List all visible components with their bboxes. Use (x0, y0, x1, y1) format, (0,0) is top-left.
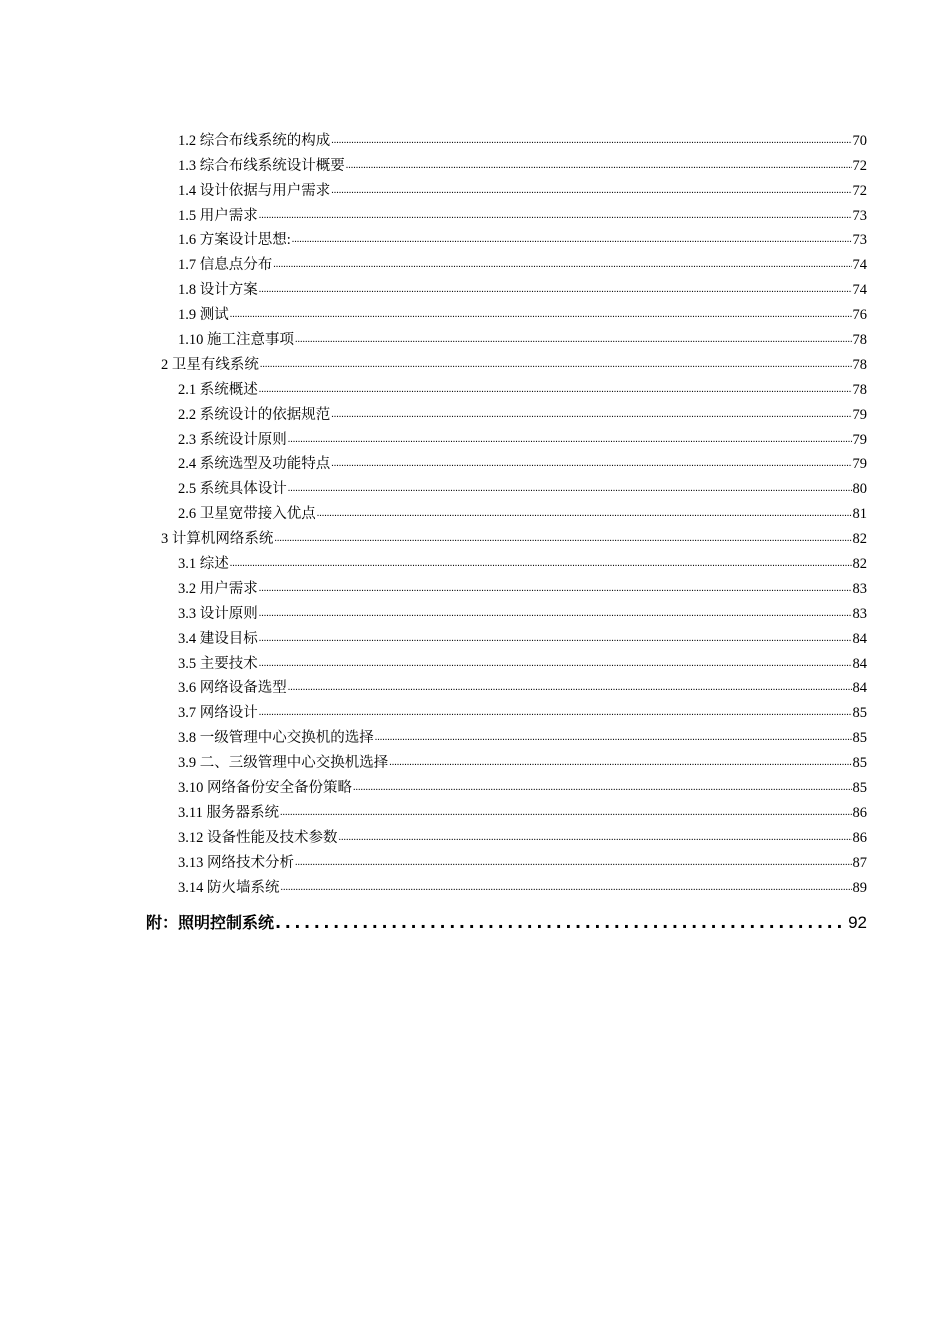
toc-entry-label: 3.1 综述 (178, 556, 229, 573)
toc-leader-dots (275, 914, 847, 932)
toc-leader-dots (260, 358, 852, 372)
toc-entry[interactable] (178, 399, 867, 424)
toc-entry-appendix[interactable] (146, 907, 867, 933)
toc-entry[interactable] (178, 225, 867, 250)
toc-entry[interactable] (161, 349, 867, 374)
toc-entry-page: 86 (852, 804, 867, 821)
toc-entry[interactable] (178, 449, 867, 474)
toc-entry-page: 85 (852, 780, 867, 797)
toc-entry-page: 84 (852, 655, 867, 672)
toc-entry-label: 3.13 网络技术分析 (178, 854, 294, 871)
toc-entry[interactable] (178, 200, 867, 225)
toc-entry[interactable] (161, 523, 867, 548)
toc-entry[interactable] (178, 747, 867, 772)
toc-entry-page: 86 (852, 829, 867, 846)
toc-entry[interactable] (178, 822, 867, 847)
toc-entry[interactable] (178, 125, 867, 150)
toc-entry[interactable] (178, 473, 867, 498)
toc-leader-dots (331, 457, 851, 471)
toc-entry[interactable] (178, 150, 867, 175)
toc-entry[interactable] (178, 573, 867, 598)
toc-entry[interactable] (178, 722, 867, 747)
toc-entry[interactable] (178, 772, 867, 797)
toc-entry-page: 92 (848, 913, 867, 932)
toc-entry-page: 84 (852, 680, 867, 697)
toc-leader-dots (346, 159, 852, 173)
toc-entry-label: 2.5 系统具体设计 (178, 481, 287, 498)
toc-leader-dots (259, 706, 852, 720)
toc-entry-page: 85 (852, 730, 867, 747)
toc-entry-page: 80 (852, 481, 867, 498)
toc-entry-page: 79 (852, 456, 867, 473)
toc-entry-page: 72 (852, 157, 867, 174)
toc-entry-label: 2.1 系统概述 (178, 381, 258, 398)
toc-entry-page: 84 (852, 630, 867, 647)
toc-leader-dots (353, 781, 852, 795)
toc-entry-label: 1.2 综合布线系统的构成 (178, 132, 331, 149)
toc-entry-page: 73 (852, 232, 867, 249)
toc-entry-label: 1.10 施工注意事项 (178, 332, 294, 349)
toc-entry-page: 87 (852, 854, 867, 871)
toc-entry-page: 85 (852, 705, 867, 722)
toc-entry-label: 3 计算机网络系统 (161, 531, 274, 548)
toc-entry[interactable] (178, 598, 867, 623)
toc-leader-dots (273, 258, 851, 272)
toc-entry-label: 1.3 综合布线系统设计概要 (178, 157, 345, 174)
toc-entry-label: 3.4 建设目标 (178, 630, 258, 647)
toc-entry-page: 78 (852, 381, 867, 398)
toc-entry[interactable] (178, 498, 867, 523)
toc-leader-dots (259, 383, 852, 397)
toc-entry-page: 83 (852, 605, 867, 622)
toc-entry-label: 2.4 系统选型及功能特点 (178, 456, 331, 473)
toc-entry-label: 3.7 网络设计 (178, 705, 258, 722)
toc-entry-page: 70 (852, 132, 867, 149)
toc-entry-page: 73 (852, 207, 867, 224)
toc-entry-label: 3.3 设计原则 (178, 605, 258, 622)
table-of-contents (0, 125, 950, 897)
toc-leader-dots (259, 283, 852, 297)
toc-entry-label: 3.6 网络设备选型 (178, 680, 287, 697)
toc-entry-label: 3.10 网络备份安全备份策略 (178, 780, 352, 797)
toc-entry-label: 3.11 服务器系统 (178, 804, 279, 821)
toc-entry-label: 3.8 一级管理中心交换机的选择 (178, 730, 374, 747)
toc-entry-label: 2.6 卫星宽带接入优点 (178, 506, 316, 523)
toc-leader-dots (292, 233, 852, 247)
toc-entry-page: 82 (852, 531, 867, 548)
toc-entry-page: 81 (852, 506, 867, 523)
toc-entry-label: 3.12 设备性能及技术参数 (178, 829, 338, 846)
toc-leader-dots (281, 881, 852, 895)
toc-leader-dots (280, 806, 852, 820)
toc-entry[interactable] (178, 847, 867, 872)
toc-leader-dots (331, 184, 851, 198)
toc-leader-dots (259, 607, 852, 621)
toc-leader-dots (288, 681, 852, 695)
toc-leader-dots (295, 333, 852, 347)
toc-leader-dots (259, 209, 852, 223)
toc-leader-dots (317, 507, 852, 521)
toc-leader-dots (331, 134, 851, 148)
toc-entry-label: 2.2 系统设计的依据规范 (178, 406, 331, 423)
toc-leader-dots (288, 433, 852, 447)
toc-entry-page: 74 (852, 282, 867, 299)
toc-entry[interactable] (178, 175, 867, 200)
toc-leader-dots (274, 532, 851, 546)
toc-entry-label: 3.2 用户需求 (178, 580, 258, 597)
toc-entry-page: 72 (852, 182, 867, 199)
toc-entry-label: 3.9 二、三级管理中心交换机选择 (178, 755, 389, 772)
toc-leader-dots (259, 582, 852, 596)
toc-entry-label: 2 卫星有线系统 (161, 356, 259, 373)
toc-entry-label: 2.3 系统设计原则 (178, 431, 287, 448)
toc-entry-page: 78 (852, 356, 867, 373)
toc-entry-label: 1.9 测试 (178, 307, 229, 324)
toc-entry-page: 74 (852, 257, 867, 274)
toc-entry-page: 79 (852, 431, 867, 448)
toc-entry-page: 79 (852, 406, 867, 423)
toc-entry-page: 89 (852, 879, 867, 896)
toc-entry[interactable] (178, 797, 867, 822)
toc-leader-dots (288, 482, 852, 496)
toc-entry-label: 1.5 用户需求 (178, 207, 258, 224)
toc-entry-label: 3.14 防火墙系统 (178, 879, 280, 896)
toc-entry[interactable] (178, 324, 867, 349)
toc-leader-dots (389, 756, 851, 770)
toc-leader-dots (230, 308, 852, 322)
toc-entry-label: 1.4 设计依据与用户需求 (178, 182, 331, 199)
toc-entry[interactable] (178, 424, 867, 449)
toc-entry[interactable] (178, 648, 867, 673)
toc-entry[interactable] (178, 673, 867, 698)
toc-leader-dots (339, 831, 852, 845)
toc-entry-page: 76 (852, 307, 867, 324)
toc-entry[interactable] (178, 249, 867, 274)
toc-entry[interactable] (178, 623, 867, 648)
toc-leader-dots (331, 408, 851, 422)
toc-entry[interactable] (178, 299, 867, 324)
toc-leader-dots (230, 557, 852, 571)
toc-entry-page: 83 (852, 580, 867, 597)
toc-entry[interactable] (178, 548, 867, 573)
toc-entry-page: 78 (852, 332, 867, 349)
toc-entry[interactable] (178, 274, 867, 299)
toc-entry[interactable] (178, 374, 867, 399)
toc-entry[interactable] (178, 697, 867, 722)
toc-entry-page: 82 (852, 556, 867, 573)
toc-leader-dots (259, 632, 852, 646)
toc-entry-label: 附：照明控制系统 (146, 913, 275, 932)
toc-entry-label: 1.8 设计方案 (178, 282, 258, 299)
toc-entry-page: 85 (852, 755, 867, 772)
toc-leader-dots (259, 657, 852, 671)
toc-entry-label: 1.6 方案设计思想: (178, 232, 291, 249)
toc-entry[interactable] (178, 872, 867, 897)
toc-leader-dots (295, 856, 852, 870)
toc-entry-label: 3.5 主要技术 (178, 655, 258, 672)
toc-leader-dots (375, 731, 852, 745)
toc-entry-label: 1.7 信息点分布 (178, 257, 273, 274)
